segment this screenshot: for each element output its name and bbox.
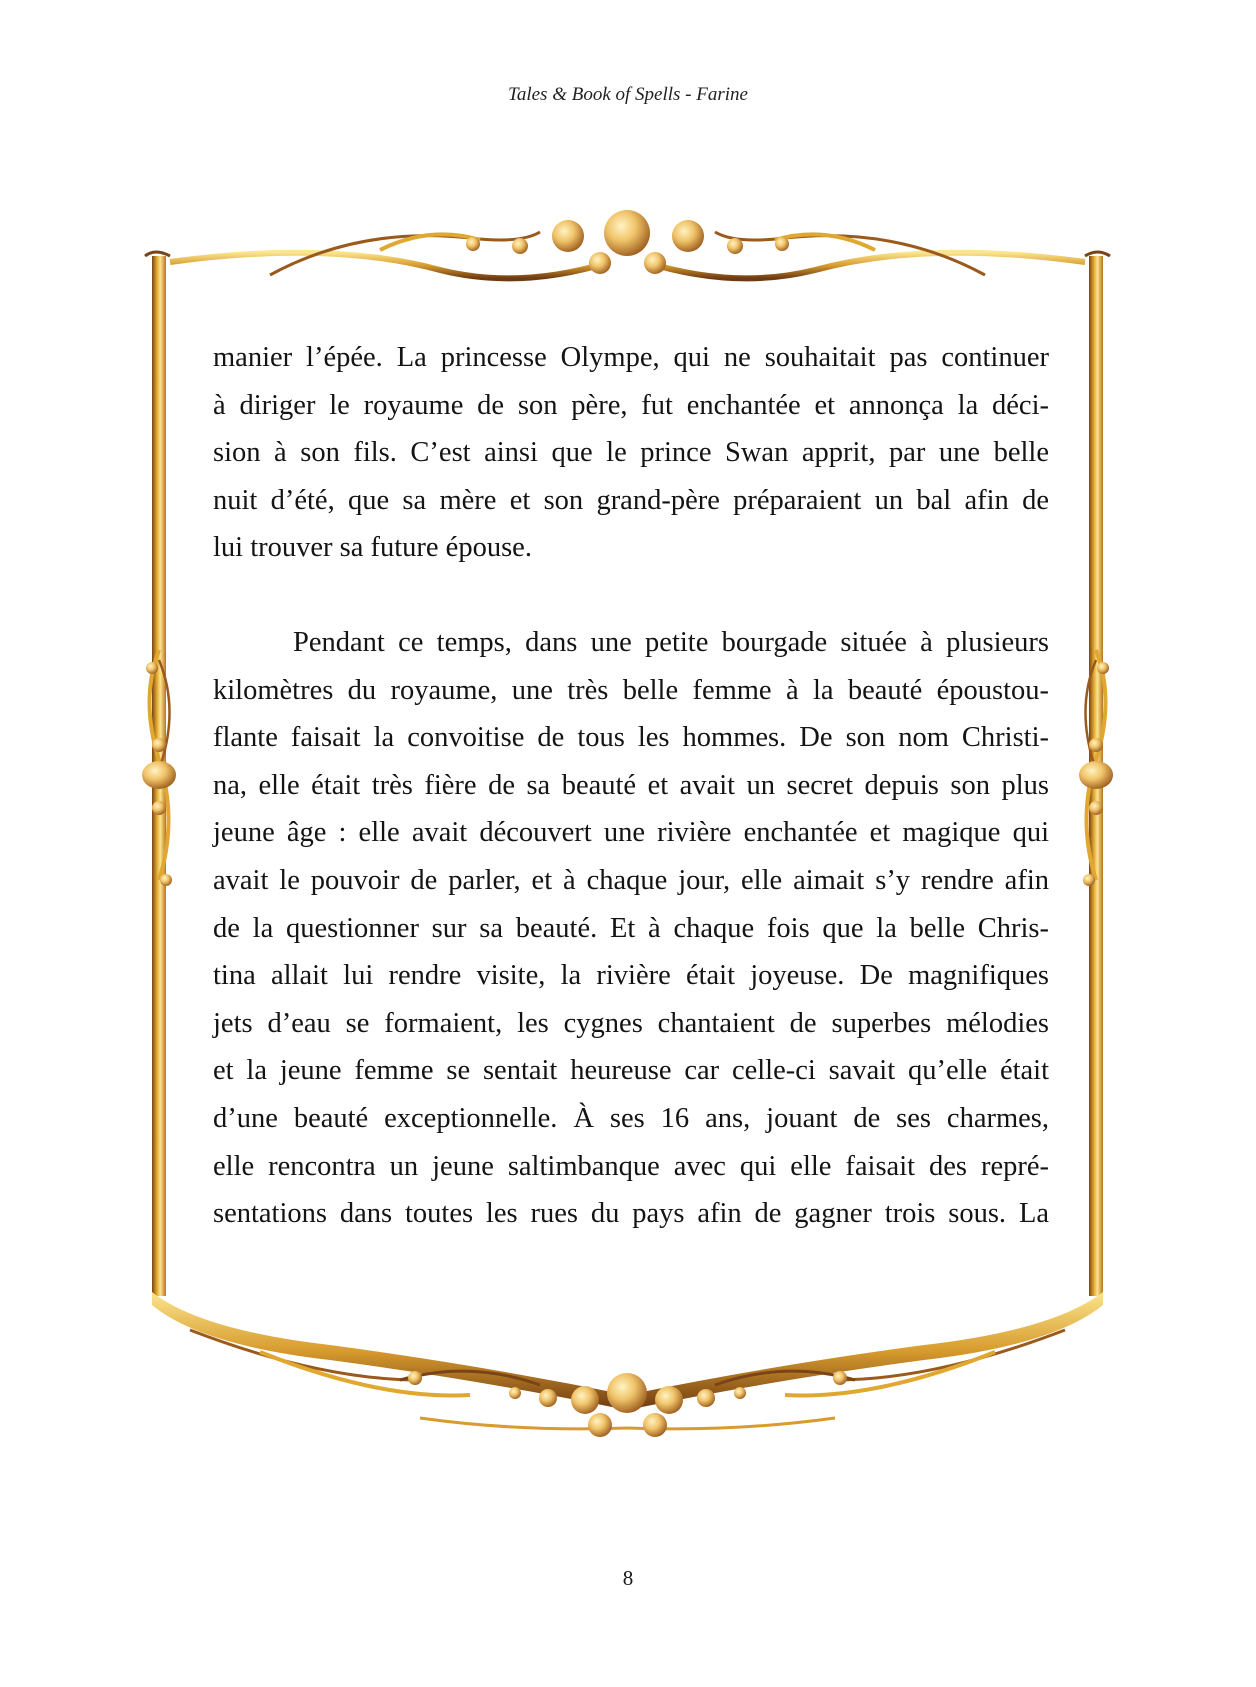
text-line: manier l’épée. La princesse Olympe, qui ne souhaitait pas continuer [213,342,1049,373]
bottom-crest-ornament [152,1292,1103,1437]
text-line: Pendant ce temps, dans une petite bourgade située à plusieurs [293,626,1049,658]
text-line: flante faisait la convoitise de tous les hommes. De son nom Christi- [213,722,1049,754]
body-text [213,334,1049,1238]
text-line: sentations dans toutes les rues du pays afin de gagner trois sous. La [213,1198,1049,1230]
top-crest-ornament [170,210,1085,278]
text-line: na, elle était très fière de sa beauté et avait un secret depuis son plus [213,769,1049,801]
text-line: jeune âge : elle avait découvert une rivière enchantée et magique qui [213,817,1049,849]
text-line: kilomètres du royaume, une très belle femme à la beauté époustou- [213,674,1049,706]
text-line: et la jeune femme se sentait heureuse car celle-ci savait qu’elle était [213,1055,1049,1087]
text-line: lui trouver sa future épouse. [213,532,532,564]
text-line: avait le pouvoir de parler, et à chaque jour, elle aimait s’y rendre afin [213,864,1049,896]
running-header: Tales & Book of Spells - Farine [508,84,748,105]
paragraph [213,334,1049,572]
text-line: tina allait lui rendre visite, la rivière était joyeuse. De magnifiques [213,960,1049,992]
text-line: nuit d’été, que sa mère et son grand-père préparaient un bal afin de [213,484,1049,516]
paragraph [213,619,1049,1238]
text-line: d’une beauté exceptionnelle. À ses 16 ans, jouant de ses charmes, [213,1102,1049,1134]
text-line: à diriger le royaume de son père, fut enchantée et annonça la déci- [213,389,1049,421]
text-line: sion à son fils. C’est ainsi que le prince Swan apprit, par une belle [213,437,1049,469]
text-line: jets d’eau se formaient, les cygnes chantaient de superbes mélodies [213,1007,1049,1039]
text-line: elle rencontra un jeune saltimbanque avec qui elle faisait des repré- [213,1150,1049,1182]
text-line: de la questionner sur sa beauté. Et à chaque fois que la belle Chris- [213,912,1049,944]
page-number: 8 [622,1566,634,1590]
